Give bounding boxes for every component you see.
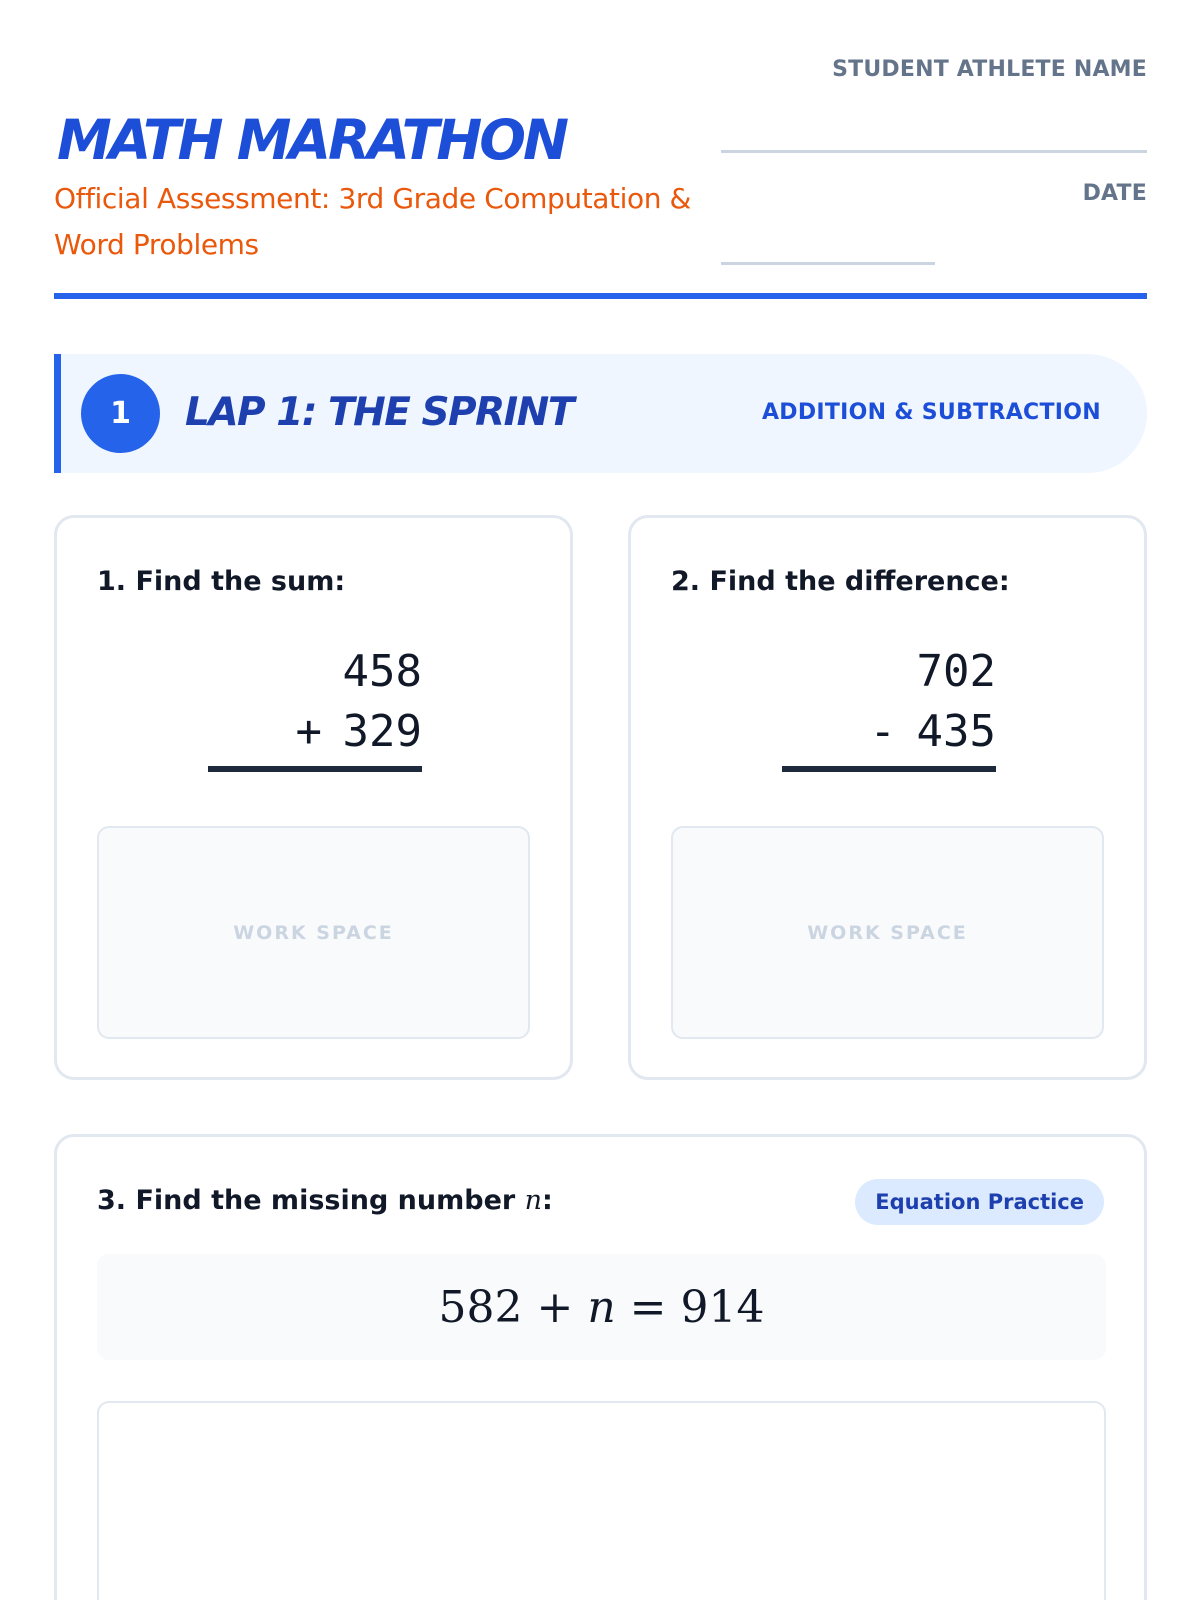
student-name-line[interactable] [721,150,1147,153]
answer-rule [208,766,422,772]
lap-topic: ADDITION & SUBTRACTION [761,400,1101,425]
bottom-number: 329 [342,706,422,757]
equation-operator: + [536,1281,574,1333]
worksheet-subtitle: Official Assessment: 3rd Grade Computation & Word Problems [54,182,691,261]
work-space-label: WORK SPACE [807,921,968,944]
question-label: 1. Find the sum: [97,566,346,597]
bottom-number: 435 [916,706,996,757]
equation-display [97,1254,1106,1360]
vertical-subtraction [782,642,996,772]
equation-practice-badge: Equation Practice [855,1179,1104,1225]
lap-title: LAP 1: THE SPRINT [185,390,573,435]
lap-banner [54,354,1147,473]
question-card-1 [54,515,573,1080]
top-number: 458 [342,646,422,697]
question-variable: n [524,1185,542,1216]
work-space-label: WORK SPACE [233,921,394,944]
top-number: 702 [916,646,996,697]
answer-work-area[interactable] [97,1401,1106,1600]
plus-operator: + [295,706,322,757]
date-line[interactable] [721,262,935,265]
minus-operator: - [869,706,896,757]
header-divider [54,293,1147,299]
question-label [97,1185,553,1216]
question-label-prefix: 3. Find the missing number [97,1185,516,1216]
student-name-label: STUDENT ATHLETE NAME [832,57,1147,82]
bottom-row [208,702,422,762]
date-label: DATE [1082,181,1147,206]
question-card-2 [628,515,1147,1080]
question-label-suffix: : [542,1185,553,1216]
work-space[interactable] [97,826,530,1039]
equation-right: 914 [680,1281,765,1333]
lap-number-badge: 1 [81,374,160,453]
question-label: 2. Find the difference: [671,566,1010,597]
answer-rule [782,766,996,772]
worksheet-title: MATH MARATHON [57,108,567,172]
equation-variable: n [587,1281,616,1333]
bottom-row [782,702,996,762]
vertical-addition [208,642,422,772]
work-space[interactable] [671,826,1104,1039]
equation-equals: = [629,1281,667,1333]
worksheet-header [54,0,1147,300]
question-card-3 [54,1134,1147,1600]
equation-left: 582 [438,1281,523,1333]
